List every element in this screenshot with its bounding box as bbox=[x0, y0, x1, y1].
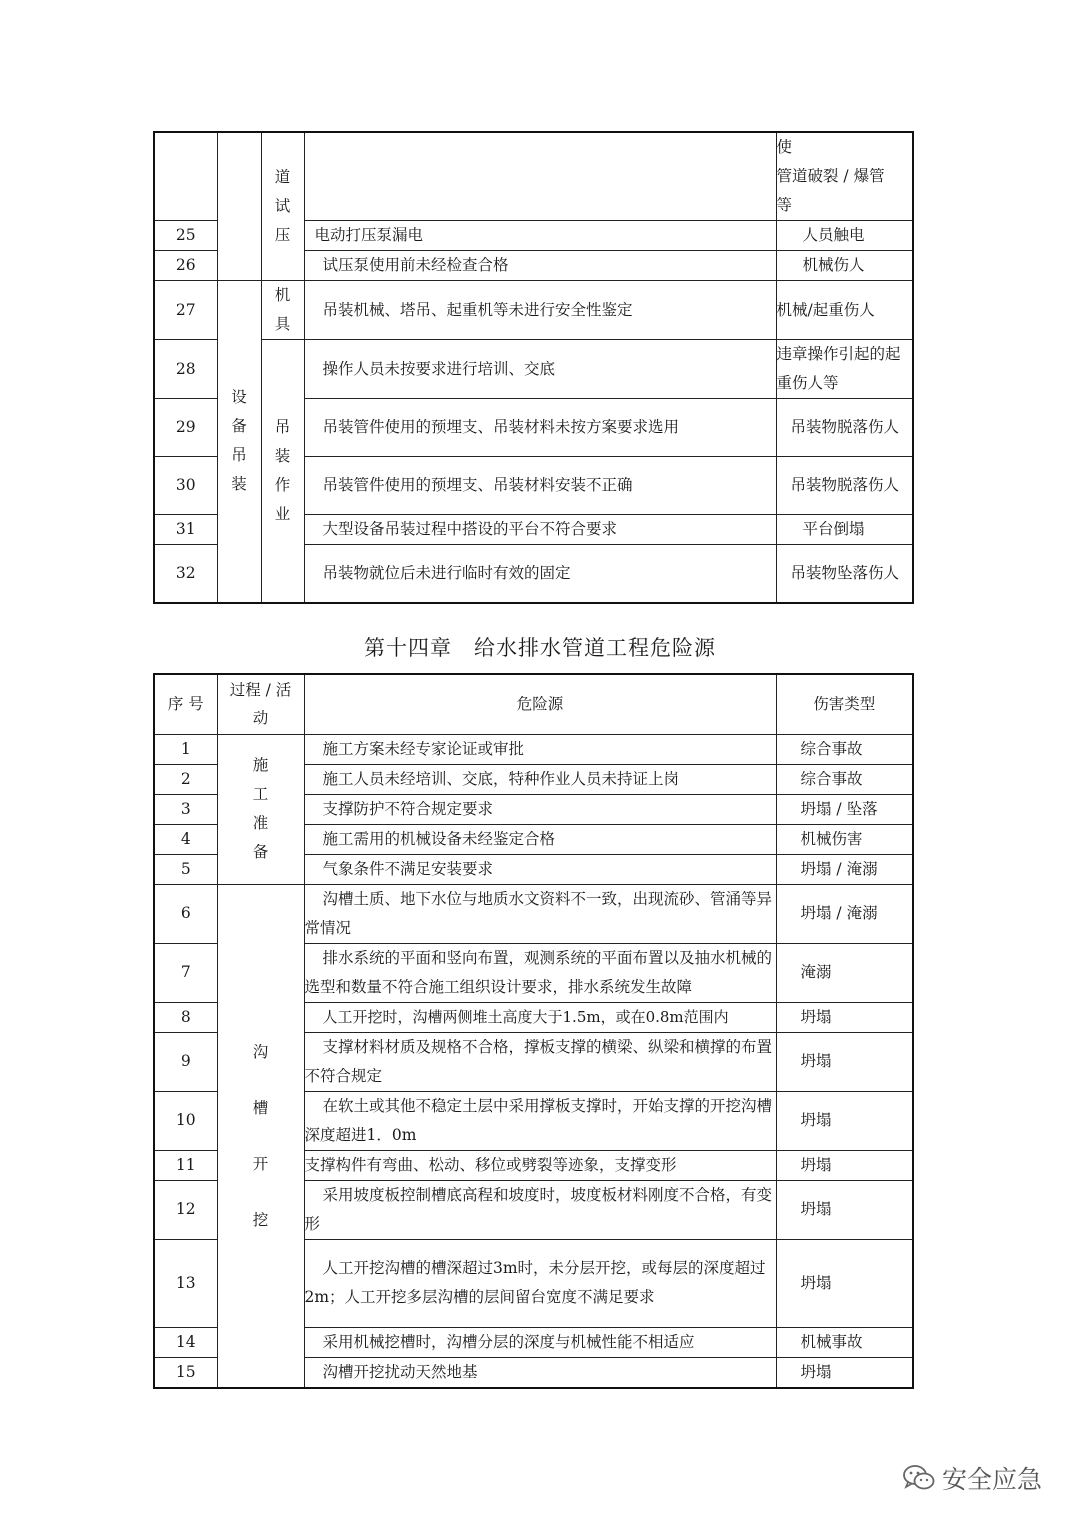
wechat-icon bbox=[902, 1464, 936, 1492]
table-row bbox=[154, 884, 913, 943]
hazard-cell: 沟槽土质、地下水位与地质水文资料不一致，出现流砂、管涌等异常情况 bbox=[304, 884, 776, 943]
process-text: 施工准备 bbox=[252, 756, 269, 861]
header-no: 序 号 bbox=[154, 674, 217, 734]
row-number: 30 bbox=[154, 457, 217, 515]
hazard-cell: 气象条件不满足安装要求 bbox=[304, 854, 776, 884]
hazard-cell bbox=[304, 132, 776, 221]
activity-cell bbox=[261, 340, 304, 603]
header-damage: 伤害类型 bbox=[776, 674, 913, 734]
row-number: 11 bbox=[154, 1150, 217, 1180]
process-text: 沟槽开挖 bbox=[252, 1042, 269, 1229]
header-activity-cell bbox=[217, 674, 304, 734]
damage-cell: 坍塌 / 淹溺 bbox=[776, 854, 913, 884]
damage-cell: 坍塌 bbox=[776, 1032, 913, 1091]
hazard-cell: 人工开挖时，沟槽两侧堆土高度大于1.5m，或在0.8m范围内 bbox=[304, 1002, 776, 1032]
process-cell bbox=[217, 281, 261, 603]
activity-cell bbox=[261, 281, 304, 340]
hazard-cell: 电动打压泵漏电 bbox=[304, 221, 776, 251]
header-activity: 过程 / 活动 bbox=[229, 680, 292, 727]
row-number: 8 bbox=[154, 1002, 217, 1032]
damage-cell: 坍塌 bbox=[776, 1239, 913, 1327]
damage-cell: 机械事故 bbox=[776, 1327, 913, 1357]
damage-cell: 吊装物坠落伤人 bbox=[776, 545, 913, 603]
hazard-cell: 在软土或其他不稳定土层中采用撑板支撑时，开始支撑的开挖沟槽深度超进1．0m bbox=[304, 1091, 776, 1150]
row-number: 4 bbox=[154, 824, 217, 854]
hazard-cell: 操作人员未按要求进行培训、交底 bbox=[304, 340, 776, 399]
row-number: 14 bbox=[154, 1327, 217, 1357]
hazard-cell: 支撑材料材质及规格不合格，撑板支撑的横梁、纵梁和横撑的布置不符合规定 bbox=[304, 1032, 776, 1091]
hazard-cell: 施工人员未经培训、交底，特种作业人员未持证上岗 bbox=[304, 764, 776, 794]
hazard-cell: 吊装机械、塔吊、起重机等未进行安全性鉴定 bbox=[304, 281, 776, 340]
row-number: 32 bbox=[154, 545, 217, 603]
hazard-cell: 施工方案未经专家论证或审批 bbox=[304, 734, 776, 764]
empty-cell bbox=[217, 221, 261, 251]
damage-cell: 人员触电 bbox=[776, 221, 913, 251]
row-number: 2 bbox=[154, 764, 217, 794]
hazard-cell: 沟槽开挖扰动天然地基 bbox=[304, 1357, 776, 1388]
damage-cell: 坍塌 bbox=[776, 1150, 913, 1180]
row-number: 6 bbox=[154, 884, 217, 943]
hazard-cell: 支撑构件有弯曲、松动、移位或劈裂等迹象，支撑变形 bbox=[304, 1150, 776, 1180]
process-cell bbox=[217, 734, 304, 884]
row-number: 9 bbox=[154, 1032, 217, 1091]
hazard-table bbox=[153, 673, 914, 1389]
table-row bbox=[154, 340, 913, 399]
hazard-cell: 吊装管件使用的预埋支、吊装材料安装不正确 bbox=[304, 457, 776, 515]
hazard-cell: 采用坡度板控制槽底高程和坡度时，坡度板材料刚度不合格，有变形 bbox=[304, 1180, 776, 1239]
table-header-row bbox=[154, 674, 913, 734]
damage-cell: 坍塌 / 淹溺 bbox=[776, 884, 913, 943]
table-row bbox=[154, 734, 913, 764]
damage-cell: 淹溺 bbox=[776, 943, 913, 1002]
row-number: 25 bbox=[154, 221, 217, 251]
row-number: 7 bbox=[154, 943, 217, 1002]
hazard-cell: 吊装物就位后未进行临时有效的固定 bbox=[304, 545, 776, 603]
damage-cell: 机械/起重伤人 bbox=[776, 281, 913, 340]
table-row bbox=[154, 281, 913, 340]
row-number: 1 bbox=[154, 734, 217, 764]
row-number: 13 bbox=[154, 1239, 217, 1327]
activity-text: 道试压 bbox=[274, 168, 291, 244]
empty-cell bbox=[217, 132, 261, 221]
damage-cell: 机械伤害 bbox=[776, 824, 913, 854]
hazard-cell: 采用机械挖槽时，沟槽分层的深度与机械性能不相适应 bbox=[304, 1327, 776, 1357]
empty-cell bbox=[154, 132, 217, 221]
damage-cell: 平台倒塌 bbox=[776, 515, 913, 545]
activity-text: 机具 bbox=[274, 286, 291, 333]
damage-cell: 使 管道破裂 / 爆管 等 bbox=[776, 132, 913, 221]
damage-cell: 吊装物脱落伤人 bbox=[776, 399, 913, 457]
header-hazard: 危险源 bbox=[304, 674, 776, 734]
process-cell bbox=[217, 884, 304, 1388]
activity-cell bbox=[261, 132, 304, 281]
damage-cell: 综合事故 bbox=[776, 764, 913, 794]
row-number: 28 bbox=[154, 340, 217, 399]
damage-cell: 综合事故 bbox=[776, 734, 913, 764]
row-number: 10 bbox=[154, 1091, 217, 1150]
hazard-cell: 大型设备吊装过程中搭设的平台不符合要求 bbox=[304, 515, 776, 545]
damage-cell: 坍塌 bbox=[776, 1002, 913, 1032]
hazard-table-continued bbox=[153, 131, 914, 604]
damage-cell: 坍塌 bbox=[776, 1180, 913, 1239]
row-number: 5 bbox=[154, 854, 217, 884]
watermark bbox=[902, 1460, 1042, 1496]
damage-cell: 坍塌 / 坠落 bbox=[776, 794, 913, 824]
hazard-cell: 排水系统的平面和竖向布置，观测系统的平面布置以及抽水机械的选型和数量不符合施工组织设计要求，排水系统发生故障 bbox=[304, 943, 776, 1002]
watermark-text: 安全应急 bbox=[941, 1465, 1042, 1494]
row-number: 26 bbox=[154, 251, 217, 281]
empty-cell bbox=[217, 251, 261, 281]
damage-cell: 机械伤人 bbox=[776, 251, 913, 281]
hazard-cell: 支撑防护不符合规定要求 bbox=[304, 794, 776, 824]
damage-cell: 违章操作引起的起重伤人等 bbox=[776, 340, 913, 399]
hazard-cell: 施工需用的机械设备未经鉴定合格 bbox=[304, 824, 776, 854]
damage-cell: 坍塌 bbox=[776, 1357, 913, 1388]
damage-cell: 吊装物脱落伤人 bbox=[776, 457, 913, 515]
row-number: 27 bbox=[154, 281, 217, 340]
hazard-cell: 人工开挖沟槽的槽深超过3m时，未分层开挖，或每层的深度超过 2m；人工开挖多层沟槽的层间留台宽度不满足要求 bbox=[304, 1239, 776, 1327]
row-number: 15 bbox=[154, 1357, 217, 1388]
process-text: 设备吊装 bbox=[231, 388, 247, 494]
row-number: 29 bbox=[154, 399, 217, 457]
row-number: 3 bbox=[154, 794, 217, 824]
hazard-cell: 吊装管件使用的预埋支、吊装材料未按方案要求选用 bbox=[304, 399, 776, 457]
hazard-cell: 试压泵使用前未经检查合格 bbox=[304, 251, 776, 281]
row-number: 12 bbox=[154, 1180, 217, 1239]
row-number: 31 bbox=[154, 515, 217, 545]
chapter-title: 第十四章 给水排水管道工程危险源 bbox=[364, 636, 716, 660]
damage-cell: 坍塌 bbox=[776, 1091, 913, 1150]
activity-text: 吊装作业 bbox=[274, 417, 291, 523]
